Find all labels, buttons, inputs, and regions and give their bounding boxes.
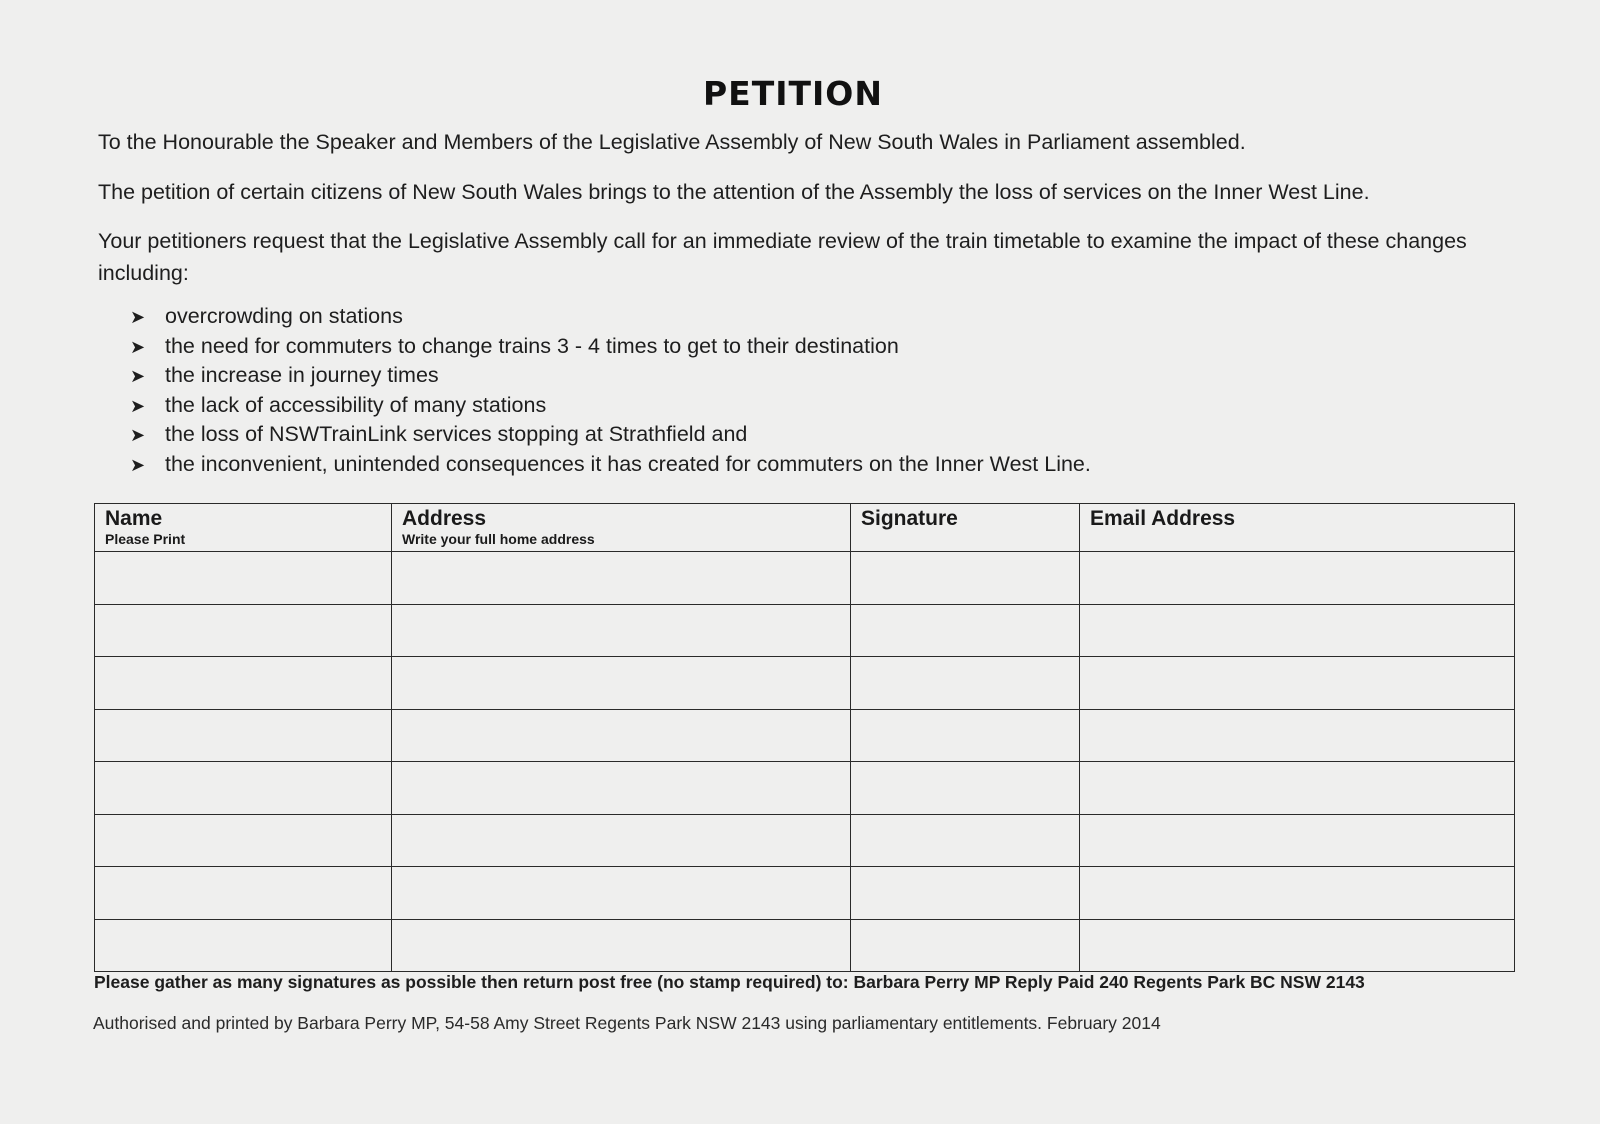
impact-list-item bbox=[130, 361, 1091, 391]
intro-address-line: To the Honourable the Speaker and Members of the Legislative Assembly of New South Wales in Parliament assembled. bbox=[98, 130, 1246, 154]
address-cell[interactable] bbox=[392, 604, 851, 657]
impact-list-item bbox=[130, 450, 1091, 480]
email-cell[interactable] bbox=[1080, 867, 1515, 920]
arrow-bullet-icon: ➤ bbox=[130, 307, 146, 327]
signature-row bbox=[95, 604, 1515, 657]
intro-petition-statement: The petition of certain citizens of New South Wales brings to the attention of the Assembly the loss of services on the Inner West Line. bbox=[98, 180, 1370, 204]
impact-list-item-text: the loss of NSWTrainLink services stopping at Strathfield and bbox=[165, 422, 748, 446]
name-cell[interactable] bbox=[95, 814, 392, 867]
impact-list-item-text: the inconvenient, unintended consequences it has created for commuters on the Inner West Line. bbox=[165, 451, 1091, 476]
impact-list-item bbox=[130, 391, 1091, 421]
address-cell[interactable] bbox=[392, 919, 851, 972]
signature-cell[interactable] bbox=[851, 919, 1080, 972]
email-cell[interactable] bbox=[1080, 709, 1515, 762]
address-cell[interactable] bbox=[392, 552, 851, 605]
column-header-signature bbox=[851, 504, 1080, 552]
column-header-label: Signature bbox=[861, 507, 958, 530]
impact-list bbox=[130, 302, 1091, 479]
email-cell[interactable] bbox=[1080, 762, 1515, 815]
signature-cell[interactable] bbox=[851, 604, 1080, 657]
email-cell[interactable] bbox=[1080, 604, 1515, 657]
signature-row bbox=[95, 552, 1515, 605]
email-cell[interactable] bbox=[1080, 919, 1515, 972]
signature-table bbox=[94, 503, 1515, 972]
column-header-address bbox=[392, 504, 851, 552]
arrow-bullet-icon: ➤ bbox=[130, 366, 146, 386]
email-cell[interactable] bbox=[1080, 552, 1515, 605]
column-header-email bbox=[1080, 504, 1515, 552]
name-cell[interactable] bbox=[95, 919, 392, 972]
impact-list-item-text: overcrowding on stations bbox=[165, 304, 403, 328]
impact-list-item bbox=[130, 302, 1091, 332]
address-cell[interactable] bbox=[392, 709, 851, 762]
name-cell[interactable] bbox=[95, 657, 392, 710]
signature-row bbox=[95, 919, 1515, 972]
signature-cell[interactable] bbox=[851, 552, 1080, 605]
signature-cell[interactable] bbox=[851, 867, 1080, 920]
petition-title: PETITION bbox=[703, 74, 883, 113]
signature-row bbox=[95, 867, 1515, 920]
name-cell[interactable] bbox=[95, 867, 392, 920]
name-cell[interactable] bbox=[95, 604, 392, 657]
signature-row bbox=[95, 657, 1515, 710]
signature-cell[interactable] bbox=[851, 814, 1080, 867]
signature-cell[interactable] bbox=[851, 709, 1080, 762]
address-cell[interactable] bbox=[392, 657, 851, 710]
address-cell[interactable] bbox=[392, 762, 851, 815]
signature-row bbox=[95, 709, 1515, 762]
intro-request-statement: Your petitioners request that the Legislative Assembly call for an immediate review of the train timetable to examine the impact of these changes including: bbox=[98, 229, 1467, 285]
signature-row bbox=[95, 814, 1515, 867]
arrow-bullet-icon: ➤ bbox=[130, 454, 146, 475]
authorisation-statement: Authorised and printed by Barbara Perry MP, 54-58 Amy Street Regents Park NSW 2143 using parliamentary entitlements. February 2014 bbox=[93, 1013, 1161, 1033]
impact-list-item-text: the lack of accessibility of many stations bbox=[165, 392, 547, 417]
arrow-bullet-icon: ➤ bbox=[130, 336, 146, 357]
impact-list-item bbox=[130, 420, 1091, 450]
return-instructions: Please gather as many signatures as possible then return post free (no stamp required) to: Barbara Perry MP Reply Paid 240 Regents Park BC NSW 2143 bbox=[94, 972, 1365, 992]
email-cell[interactable] bbox=[1080, 657, 1515, 710]
column-header-name bbox=[95, 504, 392, 552]
name-cell[interactable] bbox=[95, 762, 392, 815]
column-header-label: Email Address bbox=[1090, 507, 1236, 530]
impact-list-item-text: the need for commuters to change trains 3 - 4 times to get to their destination bbox=[165, 333, 899, 358]
signature-cell[interactable] bbox=[851, 762, 1080, 815]
name-cell[interactable] bbox=[95, 709, 392, 762]
name-cell[interactable] bbox=[95, 552, 392, 605]
address-cell[interactable] bbox=[392, 867, 851, 920]
signature-table-header bbox=[95, 504, 1515, 552]
arrow-bullet-icon: ➤ bbox=[130, 425, 146, 445]
email-cell[interactable] bbox=[1080, 814, 1515, 867]
signature-row bbox=[95, 762, 1515, 815]
arrow-bullet-icon: ➤ bbox=[130, 395, 146, 416]
impact-list-item bbox=[130, 332, 1091, 362]
signature-cell[interactable] bbox=[851, 657, 1080, 710]
column-header-sublabel: Write your full home address bbox=[402, 531, 595, 547]
address-cell[interactable] bbox=[392, 814, 851, 867]
column-header-sublabel: Please Print bbox=[105, 531, 186, 547]
column-header-label: Name bbox=[105, 507, 163, 530]
column-header-label: Address bbox=[402, 507, 487, 530]
impact-list-item-text: the increase in journey times bbox=[165, 363, 439, 387]
